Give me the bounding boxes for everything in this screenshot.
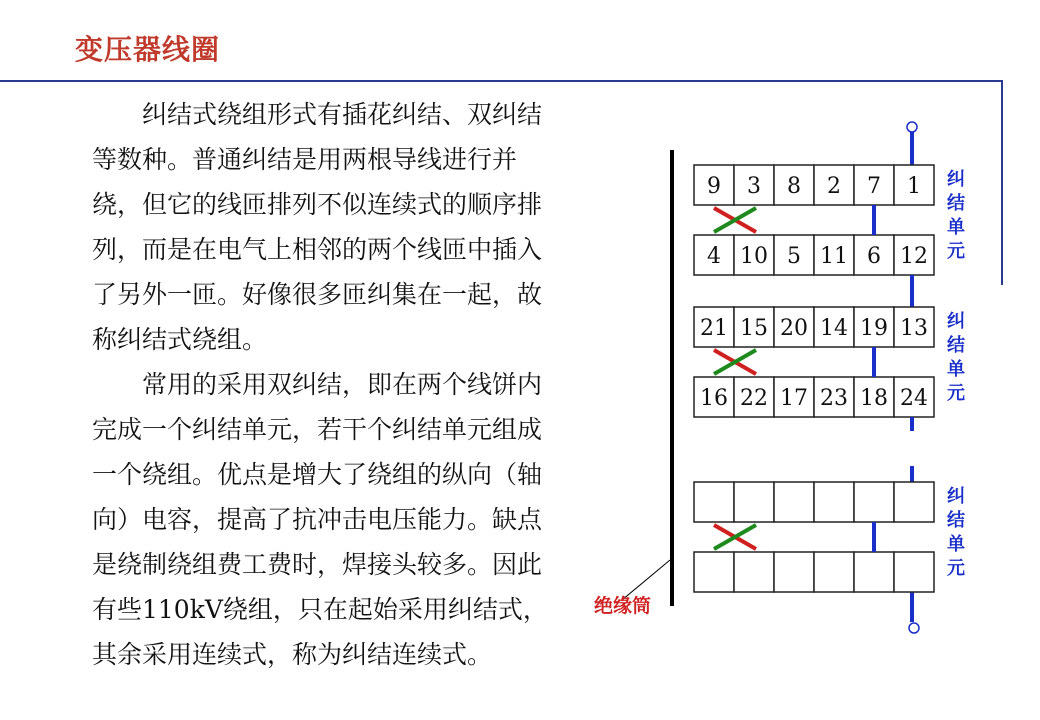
turn-cell — [734, 482, 774, 522]
turn-number: 20 — [780, 316, 808, 341]
cylinder-leader-line — [622, 560, 670, 600]
turn-number: 16 — [700, 386, 728, 411]
turn-number: 15 — [740, 316, 768, 341]
turn-number: 21 — [700, 316, 728, 341]
turn-number: 12 — [900, 244, 928, 269]
winding-unit — [694, 482, 965, 592]
turn-cell — [814, 482, 854, 522]
turn-cell — [734, 552, 774, 592]
turn-number: 10 — [740, 244, 768, 269]
turn-number: 6 — [867, 244, 881, 269]
turn-number: 24 — [900, 386, 928, 411]
turn-number: 4 — [707, 244, 721, 269]
unit-label: 纠结单元 — [947, 311, 965, 404]
turn-cell — [814, 552, 854, 592]
turn-cell — [694, 552, 734, 592]
turn-number: 23 — [820, 386, 848, 411]
turn-number: 7 — [867, 174, 881, 199]
turn-number: 17 — [780, 386, 808, 411]
unit-label: 纠结单元 — [947, 169, 965, 262]
turn-number: 2 — [827, 174, 841, 199]
turn-number: 11 — [820, 244, 848, 269]
turn-number: 22 — [740, 386, 768, 411]
winding-unit — [694, 307, 965, 482]
turn-cell — [774, 552, 814, 592]
bottom-terminal — [909, 623, 919, 633]
turn-number: 14 — [820, 316, 848, 341]
turn-number: 8 — [787, 174, 801, 199]
turn-cell — [774, 482, 814, 522]
turn-number: 13 — [900, 316, 928, 341]
slide-title: 变压器线圈 — [75, 33, 221, 66]
turn-number: 3 — [747, 174, 761, 199]
turn-number: 18 — [860, 386, 888, 411]
winding-units — [694, 165, 965, 592]
turn-number: 9 — [707, 174, 721, 199]
turn-cell — [854, 552, 894, 592]
turn-number: 1 — [907, 174, 921, 199]
paragraph-1: 纠结式绕组形式有插花纠结、双纠结等数种。普通纠结是用两根导线进行并绕，但它的线匝排列不似连续式的顺序排列，而是在电气上相邻的两个线匝中插入了另外一匝。好像很多匝纠集在一起，故称纠结式绕组。 — [92, 100, 543, 354]
paragraph-2: 常用的采用双纠结，即在两个线饼内完成一个纠结单元，若干个纠结单元组成一个绕组。优点是增大了绕组的纵向（轴向）电容，提高了抗冲击电压能力。缺点是绕制绕组费工费时，焊接头较多。因此有些110kV绕组，只在起始采用纠结式，其余采用连续式，称为纠结连续式。 — [92, 370, 548, 669]
winding-unit — [694, 165, 965, 307]
turn-cell — [894, 552, 934, 592]
turn-number: 19 — [860, 316, 888, 341]
turn-cell — [894, 482, 934, 522]
top-terminal — [907, 122, 917, 132]
unit-label: 纠结单元 — [947, 486, 965, 579]
insulation-cylinder-label: 绝缘筒 — [594, 595, 652, 617]
turn-number: 5 — [787, 244, 801, 269]
turn-cell — [854, 482, 894, 522]
turn-cell — [694, 482, 734, 522]
